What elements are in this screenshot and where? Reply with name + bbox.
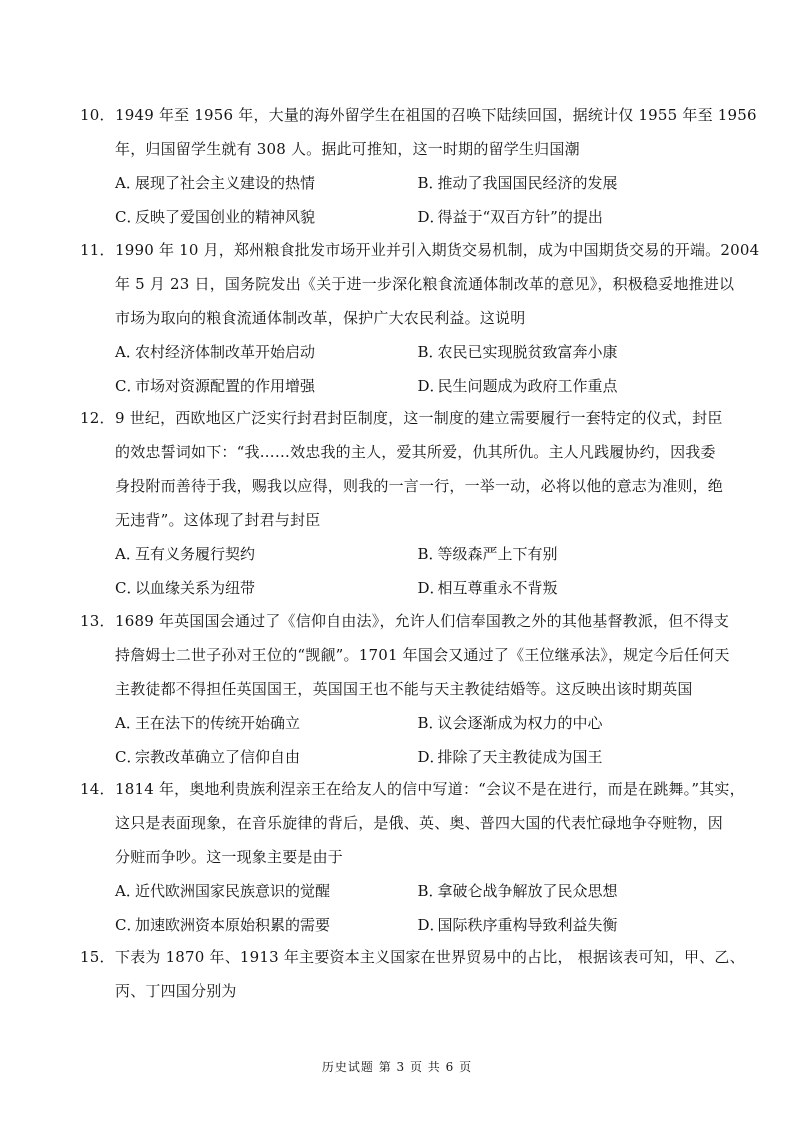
question-12-line-3: 身投附而善待于我，赐我以应得，则我的一言一行，一举一动，必将以他的意志为准则，绝 — [115, 477, 724, 495]
option-a[interactable]: A．互有义务履行契约 — [115, 545, 256, 563]
question-10-line-2: 年，归国留学生就有 308 人。据此可推知，这一时期的留学生归国潮 — [115, 140, 580, 158]
option-c[interactable]: C．宗教改革确立了信仰自由 — [115, 748, 301, 766]
question-12-line-2: 的效忠誓词如下：“我……效忠我的主人，爱其所爱，仇其所仇。主人凡践履协约，因我委 — [115, 443, 716, 461]
question-10 — [80, 98, 757, 234]
option-b[interactable]: B．议会逐渐成为权力的中心 — [417, 714, 603, 732]
option-a[interactable]: A．农村经济体制改革开始启动 — [115, 343, 316, 361]
question-13-line-1 — [80, 604, 730, 638]
question-14-line-2: 这只是表面现象，在音乐旋律的背后，是俄、英、奥、普四大国的代表忙碌地争夺赃物，因 — [115, 814, 724, 832]
option-b[interactable]: B．等级森严上下有别 — [417, 545, 558, 563]
question-11-line-2: 年 5 月 23 日，国务院发出《关于进一步深化粮食流通体制改革的意见》，积极稳妥地推进以 — [115, 275, 735, 293]
option-c[interactable]: C．以血缘关系为纽带 — [115, 579, 256, 597]
question-number: 11． — [80, 241, 115, 259]
question-11 — [80, 233, 760, 403]
option-d[interactable]: D．国际秩序重构导致利益失衡 — [417, 916, 618, 934]
question-number: 10． — [80, 106, 115, 124]
option-a[interactable]: A．近代欧洲国家民族意识的觉醒 — [115, 882, 331, 900]
question-number: 14． — [80, 780, 115, 798]
option-a[interactable]: A．王在法下的传统开始确立 — [115, 714, 301, 732]
question-11-options — [80, 335, 720, 403]
question-15-line-1 — [80, 940, 745, 974]
option-b[interactable]: B．拿破仑战争解放了民众思想 — [417, 882, 618, 900]
option-b[interactable]: B．农民已实现脱贫致富奔小康 — [417, 343, 618, 361]
question-13-line-2: 持詹姆士二世子孙对王位的“觊觎”。1701 年国会又通过了《王位继承法》，规定今后任何天 — [115, 646, 730, 664]
option-c[interactable]: C．市场对资源配置的作用增强 — [115, 377, 316, 395]
option-d[interactable]: D．民生问题成为政府工作重点 — [417, 377, 618, 395]
option-c[interactable]: C．加速欧洲资本原始积累的需要 — [115, 916, 331, 934]
page-footer: 历史试题 第 3 页 共 6 页 — [321, 1060, 473, 1074]
question-text: 9 世纪，西欧地区广泛实行封君封臣制度，这一制度的建立需要履行一套特定的仪式，封臣 — [115, 409, 723, 427]
question-11-line-1 — [80, 233, 760, 267]
question-14-line-1 — [80, 772, 745, 806]
question-number: 13． — [80, 612, 115, 630]
question-text: 下表为 1870 年、1913 年主要资本主义国家在世界贸易中的占比， 根据该表可知，甲、乙、 — [115, 948, 745, 966]
question-11-line-3: 市场为取向的粮食流通体制改革，保护广大农民利益。这说明 — [115, 309, 526, 327]
question-13 — [80, 604, 730, 774]
option-d[interactable]: D．排除了天主教徒成为国王 — [417, 748, 603, 766]
question-14 — [80, 772, 745, 942]
option-c[interactable]: C．反映了爱国创业的精神风貌 — [115, 208, 316, 226]
question-14-options — [80, 874, 720, 942]
question-text: 1814 年，奥地利贵族利涅亲王在给友人的信中写道：“会议不是在进行，而是在跳舞。”其实， — [115, 780, 745, 798]
question-10-line-1 — [80, 98, 757, 132]
option-b[interactable]: B．推动了我国国民经济的发展 — [417, 174, 618, 192]
question-text: 1689 年英国国会通过了《信仰自由法》，允许人们信奉国教之外的其他基督教派，但不得支 — [115, 612, 730, 630]
question-text: 1990 年 10 月，郑州粮食批发市场开业并引入期货交易机制，成为中国期货交易的开端。2004 — [115, 241, 760, 259]
question-15 — [80, 940, 745, 1008]
option-d[interactable]: D．相互尊重永不背叛 — [417, 579, 558, 597]
question-12-line-4: 无违背”。这体现了封君与封臣 — [115, 511, 321, 529]
option-d[interactable]: D．得益于“双百方针”的提出 — [417, 208, 603, 226]
question-text: 1949 年至 1956 年，大量的海外留学生在祖国的召唤下陆续回国，据统计仅 1955 年至 1956 — [115, 106, 757, 124]
question-number: 12． — [80, 409, 115, 427]
question-12 — [80, 401, 724, 605]
question-14-line-3: 分赃而争吵。这一现象主要是由于 — [115, 848, 344, 866]
question-12-line-1 — [80, 401, 723, 435]
question-15-line-2: 丙、丁四国分别为 — [115, 982, 237, 1000]
question-number: 15． — [80, 948, 115, 966]
option-a[interactable]: A．展现了社会主义建设的热情 — [115, 174, 316, 192]
question-13-options — [80, 706, 720, 774]
question-10-options — [80, 166, 720, 234]
question-12-options — [80, 537, 720, 605]
question-13-line-3: 主教徒都不得担任英国国王，英国国王也不能与天主教徒结婚等。这反映出该时期英国 — [115, 680, 693, 698]
